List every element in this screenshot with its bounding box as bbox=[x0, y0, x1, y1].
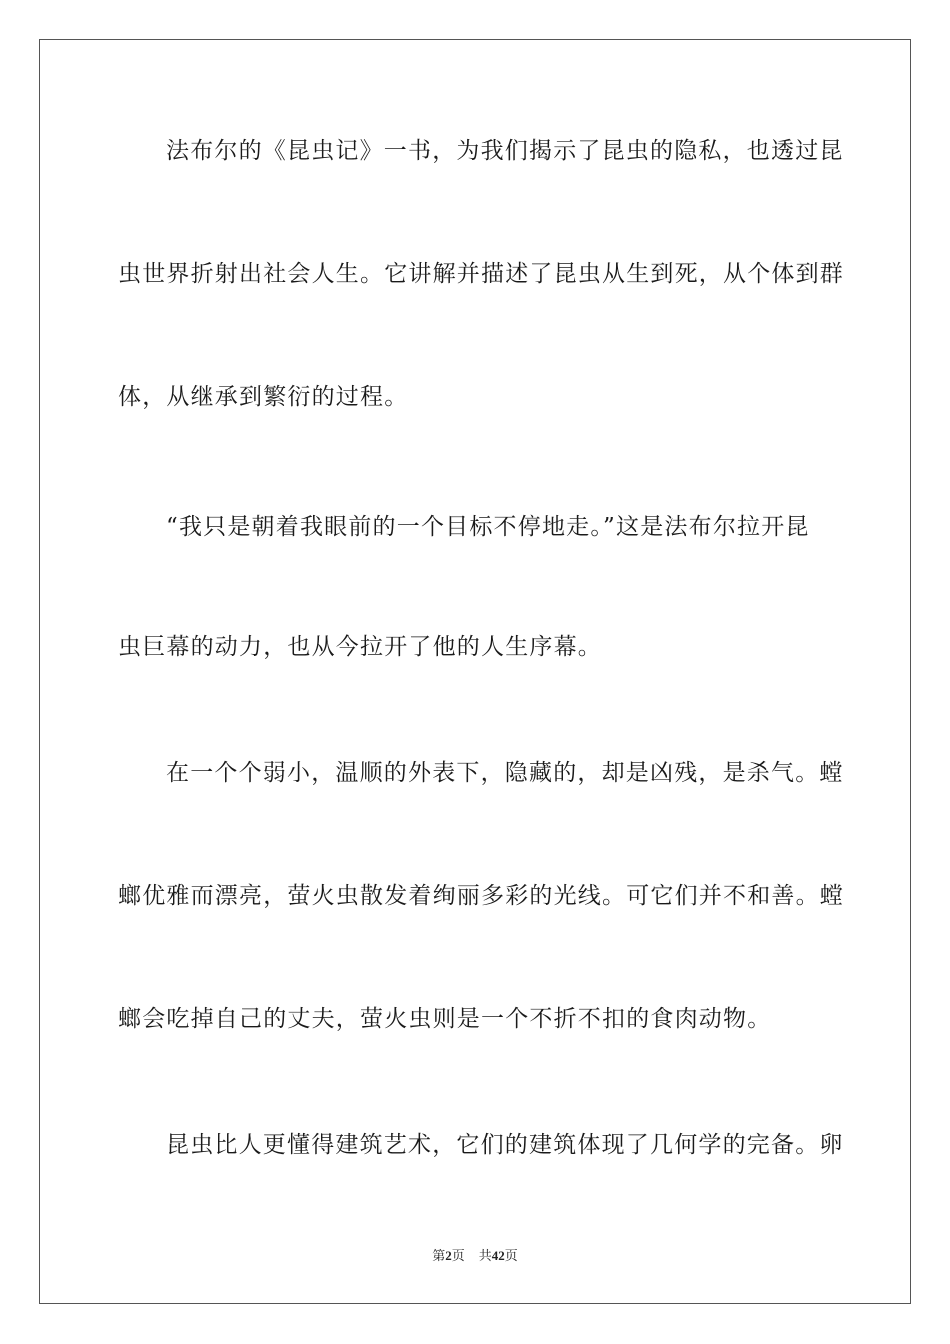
footer-page-suffix: 页 bbox=[451, 1248, 465, 1263]
paragraph-3-line-1: 在一个个弱小，温顺的外表下，隐藏的，却是凶残，是杀气。螳 bbox=[166, 760, 844, 786]
paragraph-1-line-1: 法布尔的《昆虫记》一书，为我们揭示了昆虫的隐私，也透过昆 bbox=[166, 138, 844, 164]
paragraph-1-line-3: 体，从继承到繁衍的过程。 bbox=[118, 384, 409, 410]
footer-total-prefix: 共 bbox=[478, 1248, 492, 1263]
paragraph-3-line-3: 螂会吃掉自己的丈夫，萤火虫则是一个不折不扣的食肉动物。 bbox=[118, 1006, 772, 1032]
footer-total-suffix: 页 bbox=[504, 1248, 518, 1263]
paragraph-4-line-1: 昆虫比人更懂得建筑艺术，它们的建筑体现了几何学的完备。卵 bbox=[166, 1132, 844, 1158]
paragraph-2-line-1: “我只是朝着我眼前的一个目标不停地走。”这是法布尔拉开昆 bbox=[166, 514, 810, 540]
paragraph-3-line-2: 螂优雅而漂亮，萤火虫散发着绚丽多彩的光线。可它们并不和善。螳 bbox=[118, 883, 844, 909]
footer-total-pages: 42 bbox=[491, 1248, 505, 1263]
paragraph-2-line-2: 虫巨幕的动力，也从今拉开了他的人生序幕。 bbox=[118, 634, 602, 660]
footer-page-prefix: 第 bbox=[432, 1248, 446, 1263]
page-footer bbox=[0, 1247, 950, 1265]
paragraph-1-line-2: 虫世界折射出社会人生。它讲解并描述了昆虫从生到死，从个体到群 bbox=[118, 261, 844, 287]
page-frame bbox=[39, 39, 911, 1304]
footer-page-number: 2 bbox=[445, 1248, 452, 1263]
